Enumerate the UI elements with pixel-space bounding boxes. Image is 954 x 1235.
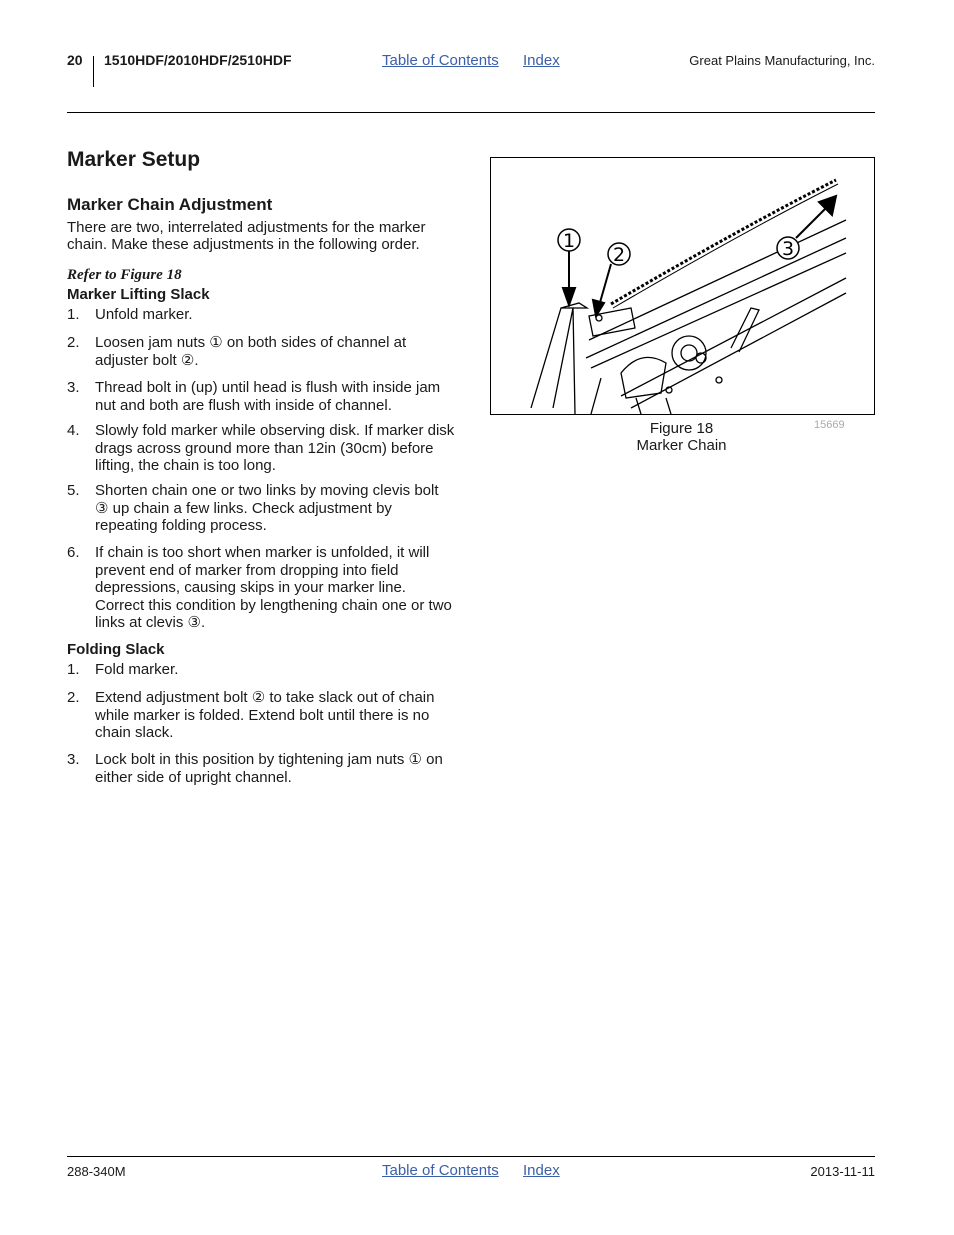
header-rule xyxy=(67,112,875,113)
step-text: Thread bolt in (up) until head is flush with inside jam nut and both are flush with inside of channel. xyxy=(95,379,441,414)
step-number: 1. xyxy=(67,306,80,323)
callout-3: 3 xyxy=(781,238,795,260)
step-text: If chain is too short when marker is unfolded, it will prevent end of marker from dropping into field depressions, causing skips in your marker line. Correct this condition by lengthening chain one or two links at clevis ③. xyxy=(95,544,452,631)
step-number: 5. xyxy=(67,482,80,499)
footer-toc-link[interactable]: Table of Contents xyxy=(382,1162,499,1179)
step-number: 2. xyxy=(67,334,80,351)
step-text: Loosen jam nuts ① on both sides of channel at adjuster bolt ②. xyxy=(95,334,407,369)
figure-caption-title: Marker Chain xyxy=(636,437,727,454)
step-text: Extend adjustment bolt ② to take slack out of chain while marker is folded. Extend bolt until there is no chain slack. xyxy=(95,689,435,741)
callout-1: 1 xyxy=(562,230,576,252)
step-number: 6. xyxy=(67,544,80,561)
footer-index-link[interactable]: Index xyxy=(523,1162,560,1179)
section-subtitle: Marker Chain Adjustment xyxy=(67,195,273,214)
step-number: 3. xyxy=(67,751,80,768)
step-number: 1. xyxy=(67,661,80,678)
section-title: Marker Setup xyxy=(67,148,201,171)
page-number: 20 xyxy=(67,52,83,68)
step-text: Unfold marker. xyxy=(95,306,193,323)
step-text: Slowly fold marker while observing disk. If marker disk drags across ground more than 12in (30cm) before lifting, the chain is too long. xyxy=(95,422,455,474)
step-text: Fold marker. xyxy=(95,661,179,678)
step-number: 2. xyxy=(67,689,80,706)
doc-number: 288-340M xyxy=(67,1164,126,1179)
lifting-slack-heading: Marker Lifting Slack xyxy=(67,286,210,303)
intro-paragraph: There are two, interrelated adjustments for the marker chain. Make these adjustments in the following order. xyxy=(67,219,426,253)
figure-image-id: 15669 xyxy=(814,419,845,431)
revision-date: 2013-11-11 xyxy=(810,1164,875,1179)
figure-caption-number: Figure 18 xyxy=(649,420,714,437)
callout-2: 2 xyxy=(612,244,626,266)
marker-chain-illustration xyxy=(491,158,874,414)
step-text: Lock bolt in this position by tightening jam nuts ① on either side of upright channel. xyxy=(95,751,443,786)
header-toc-link[interactable]: Table of Contents xyxy=(382,52,499,69)
step-text: Shorten chain one or two links by moving clevis bolt ③ up chain a few links. Check adjustment by repeating folding process. xyxy=(95,482,439,534)
figure-reference: Refer to Figure 18 xyxy=(67,267,182,283)
step-number: 4. xyxy=(67,422,80,439)
footer-rule xyxy=(67,1156,875,1157)
marker-chain-figure xyxy=(490,157,875,415)
folding-slack-heading: Folding Slack xyxy=(67,641,165,658)
step-number: 3. xyxy=(67,379,80,396)
header-divider xyxy=(93,56,94,87)
model-title: 1510HDF/2010HDF/2510HDF xyxy=(104,52,292,68)
header-index-link[interactable]: Index xyxy=(523,52,560,69)
company-name: Great Plains Manufacturing, Inc. xyxy=(689,53,875,68)
